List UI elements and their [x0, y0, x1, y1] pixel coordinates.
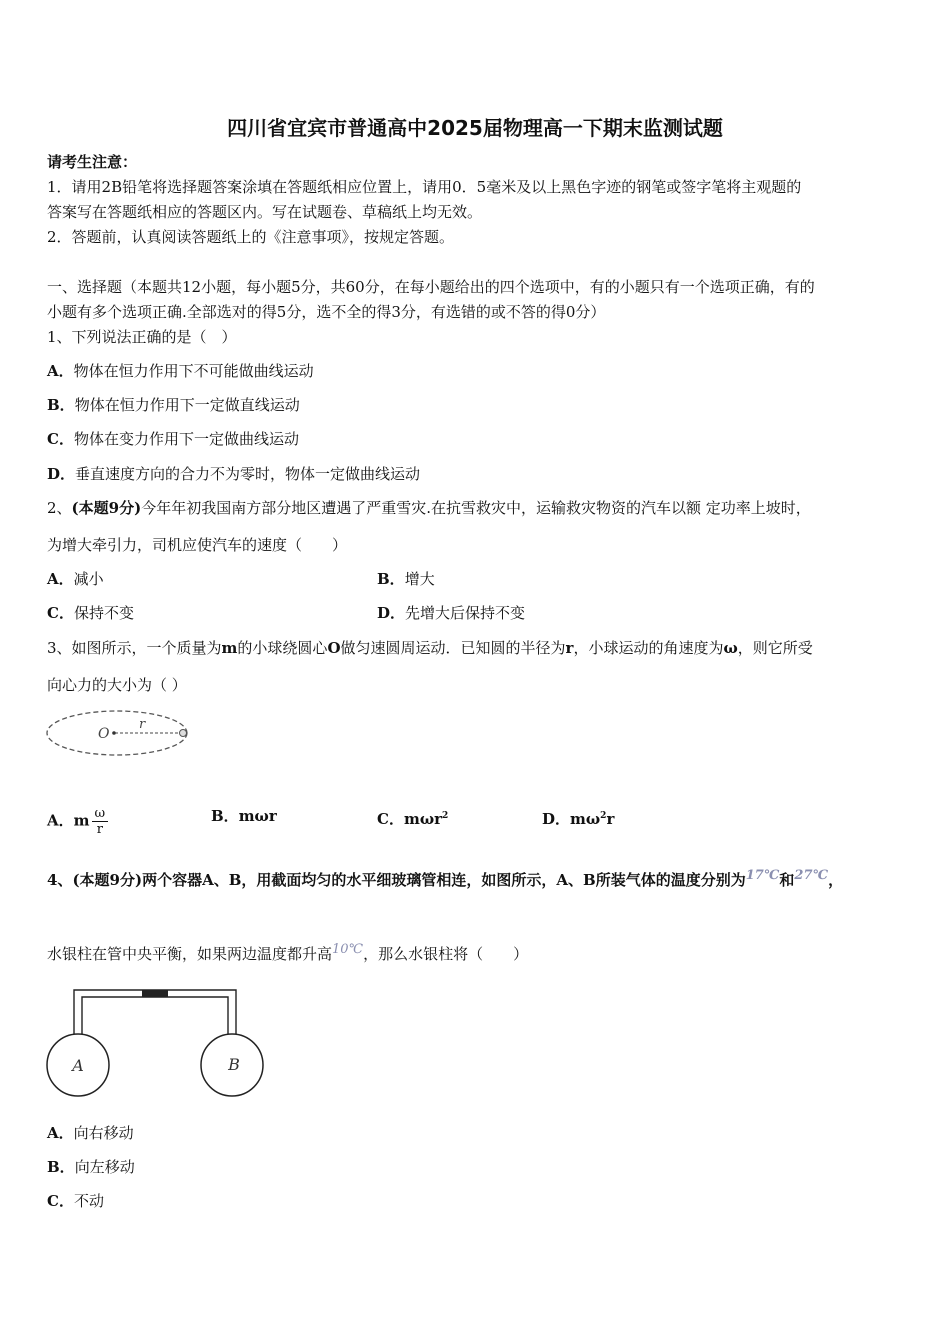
option-text: 物体在恒力作用下不可能做曲线运动 [73, 362, 314, 380]
fraction-numerator: ω [92, 806, 109, 822]
q3-option-d [542, 806, 614, 829]
q2-option-a [47, 569, 104, 589]
fraction-denominator: r [96, 822, 103, 837]
option-label: C． [47, 430, 74, 448]
option-text: mωr [238, 807, 277, 825]
option-text: 保持不变 [73, 604, 134, 622]
q2-option-b [377, 569, 435, 589]
option-text: m [73, 811, 90, 830]
q2-option-c [47, 603, 134, 623]
q4-stem-text: 水银柱在管中央平衡，如果两边温度都升高 [47, 945, 333, 963]
q3-stem-text: 的小球绕圆心 [237, 639, 328, 657]
q3-stem-text: 3、如图所示，一个质量为 [47, 639, 222, 657]
option-label: B． [47, 1158, 75, 1176]
option-label: A． [47, 1124, 74, 1142]
label-a: A [72, 1056, 84, 1075]
option-label: A． [47, 362, 74, 380]
center-label: O [98, 726, 110, 742]
q4-comma: ， [828, 871, 844, 889]
option-label: D． [47, 465, 76, 483]
label-b: B [228, 1055, 240, 1074]
option-text: mω [570, 810, 601, 828]
option-label: B． [47, 396, 75, 414]
q4-stem-line-2 [47, 940, 528, 964]
q3-stem-text: 做匀速圆周运动．已知圆的半径为 [340, 639, 566, 657]
option-label: A． [47, 811, 74, 830]
mercury-column [142, 990, 168, 997]
tube-inner [82, 997, 228, 1037]
option-text: 增大 [404, 570, 435, 588]
q3-option-b [211, 806, 277, 826]
q4-and: 和 [779, 871, 795, 889]
q3-stem-line-2: 向心力的大小为（ ） [47, 676, 187, 694]
q1-option-c [47, 429, 299, 449]
q2-number: 2、 [47, 499, 72, 517]
q4-stem-text: 两个容器A、B，用截面均匀的水平细玻璃管相连，如图所示，A、B所装气体的温度分别为 [142, 871, 746, 889]
q3-circle-figure [44, 706, 192, 762]
q1-option-d [47, 464, 420, 484]
q3-option-c [377, 806, 448, 829]
option-text: 向左移动 [74, 1158, 135, 1176]
q3-stem-text: ，小球运动的角速度为 [573, 639, 724, 657]
notice-item-1-line-2: 答案写在答题纸相应的答题区内。写在试题卷、草稿纸上均无效。 [47, 203, 483, 221]
q1-option-b [47, 395, 300, 415]
q3-symbol-o: O [327, 639, 341, 657]
notice-heading: 请考生注意： [47, 153, 138, 171]
option-text: 物体在恒力作用下一定做直线运动 [74, 396, 300, 414]
tube-outer [74, 990, 236, 1043]
q3-symbol-r: r [565, 639, 574, 657]
q4-stem-text: ，那么水银柱将（ ） [363, 945, 529, 963]
option-label: D． [542, 810, 571, 828]
option-label: B． [211, 807, 239, 825]
option-text: 垂直速度方向的合力不为零时，物体一定做曲线运动 [75, 465, 421, 483]
option-text: 减小 [73, 570, 104, 588]
q4-option-b [47, 1157, 135, 1177]
q3-option-a [47, 806, 108, 837]
superscript: 2 [442, 811, 449, 821]
option-label: B． [377, 570, 405, 588]
q4-containers-figure [44, 985, 266, 1101]
q4-stem-line-1 [47, 866, 843, 890]
notice-item-1-line-1: 1．请用2B铅笔将选择题答案涂填在答题纸相应位置上，请用0．5毫米及以上黑色字迹的钢笔或签字笔将主观题的 [47, 178, 802, 196]
temp-a: 17℃ [745, 868, 780, 883]
ball [180, 730, 187, 737]
fraction [92, 806, 109, 837]
q2-stem-text: 今年年初我国南方部分地区遭遇了严重雪灾.在抗雪救灾中，运输救灾物资的汽车以额 定功率上坡时， [141, 499, 811, 517]
option-tail: r [606, 810, 615, 828]
option-text: 向右移动 [73, 1124, 134, 1142]
q4-option-c [47, 1191, 104, 1211]
q1-option-a [47, 361, 314, 381]
q3-stem-text: ，则它所受 [737, 639, 813, 657]
radius-label: r [139, 717, 146, 732]
q3-symbol-omega: ω [723, 639, 738, 657]
q2-score: (本题9分) [71, 499, 142, 517]
option-text: 物体在变力作用下一定做曲线运动 [73, 430, 299, 448]
q3-symbol-m: m [221, 639, 238, 657]
section-heading-line-1: 一、选择题（本题共12小题，每小题5分，共60分，在每小题给出的四个选项中，有的小题只有一个选项正确，有的 [47, 278, 815, 296]
option-label: A． [47, 570, 74, 588]
q3-stem-line-1 [47, 638, 813, 658]
q4-option-a [47, 1123, 134, 1143]
notice-item-2: 2．答题前，认真阅读答题纸上的《注意事项》，按规定答题。 [47, 228, 455, 246]
page-title: 四川省宜宾市普通高中2025届物理高一下期末监测试题 [227, 116, 723, 140]
option-label: C． [47, 604, 74, 622]
q2-stem-line-2: 为增大牵引力，司机应使汽车的速度（ ） [47, 536, 348, 554]
option-label: C． [47, 1192, 74, 1210]
q4-number: 4、 [47, 871, 73, 889]
option-label: D． [377, 604, 406, 622]
option-label: C． [377, 810, 404, 828]
q1-stem: 1、下列说法正确的是（ ） [47, 328, 237, 346]
superscript: 2 [600, 811, 607, 821]
option-text: 先增大后保持不变 [405, 604, 526, 622]
q2-option-d [377, 603, 525, 623]
q4-score: (本题9分) [72, 871, 143, 889]
q2-stem-line-1 [47, 498, 811, 518]
temp-b: 27℃ [794, 868, 829, 883]
temp-rise: 10℃ [332, 942, 364, 957]
option-text: mωr [403, 810, 443, 828]
section-heading-line-2: 小题有多个选项正确.全部选对的得5分，选不全的得3分，有选错的或不答的得0分） [47, 303, 606, 321]
option-text: 不动 [73, 1192, 104, 1210]
